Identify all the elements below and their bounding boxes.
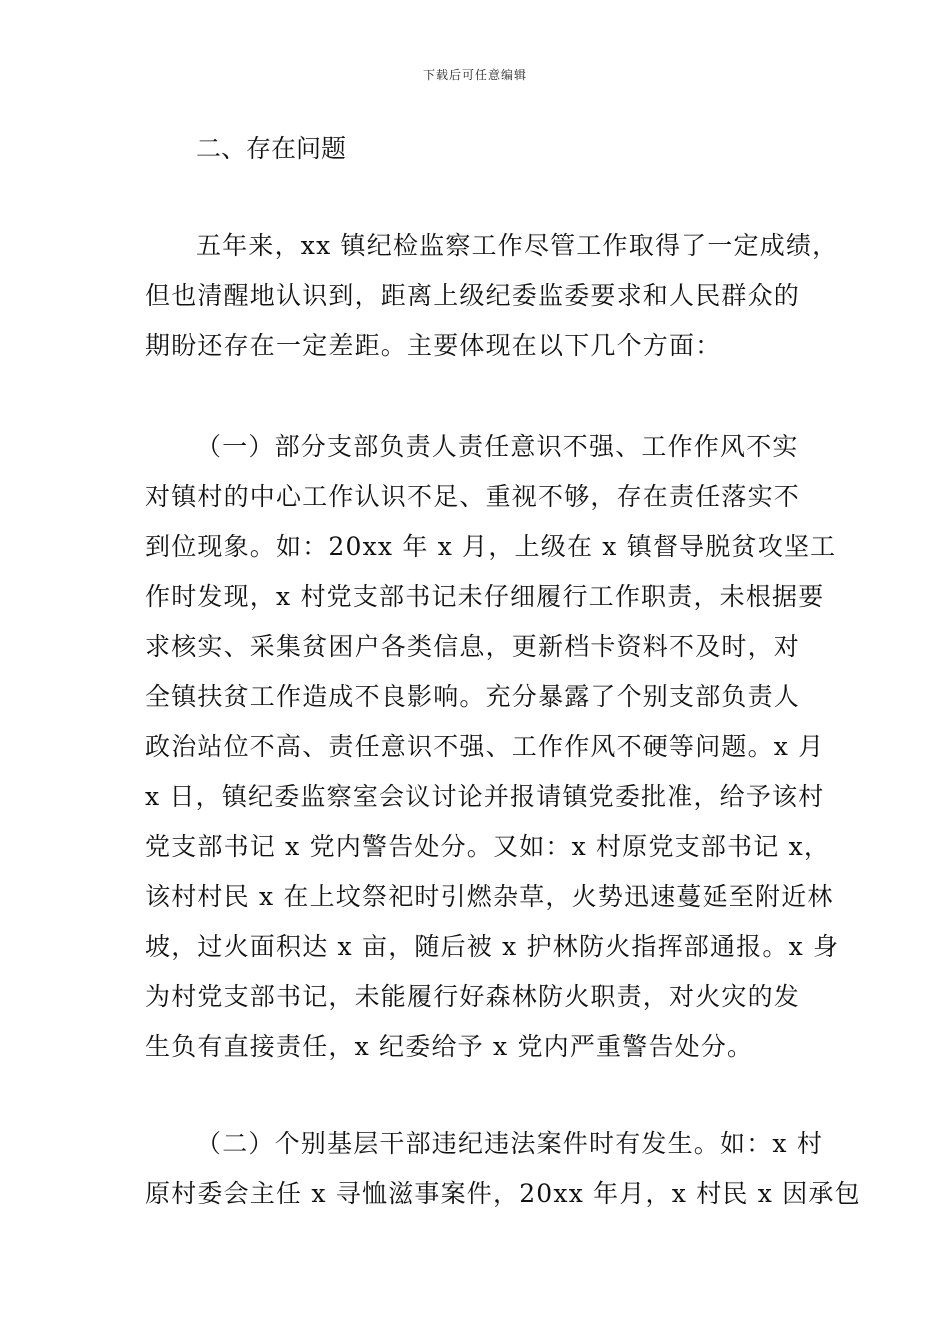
paragraph-line: 坡，过火面积达 x 亩，随后被 x 护林防火指挥部通报。x 身 — [145, 932, 840, 961]
paragraph-line: 为村党支部书记，未能履行好森林防火职责，对火灾的发 — [145, 982, 801, 1011]
paragraph-line: 对镇村的中心工作认识不足、重视不够，存在责任落实不 — [145, 482, 801, 511]
paragraph-line: 到位现象。如：20xx 年 x 月，上级在 x 镇督导脱贫攻坚工 — [145, 532, 837, 561]
paragraph-line: 党支部书记 x 党内警告处分。又如：x 村原党支部书记 x， — [145, 832, 831, 861]
paragraph-line: 五年来，xx 镇纪检监察工作尽管工作取得了一定成绩， — [196, 231, 839, 260]
paragraph-line: 全镇扶贫工作造成不良影响。充分暴露了个别支部负责人 — [145, 682, 801, 711]
paragraph-line: 但也清醒地认识到，距离上级纪委监委要求和人民群众的 — [145, 281, 801, 310]
paragraph-issue-two — [145, 1119, 861, 1219]
download-edit-note: 下载后可任意编辑 — [422, 68, 527, 82]
paragraph-line: 求核实、采集贫困户各类信息，更新档卡资料不及时，对 — [145, 632, 801, 661]
paragraph-issue-one — [145, 422, 840, 1072]
paragraph-line: 生负有直接责任，x 纪委给予 x 党内严重警告处分。 — [145, 1032, 754, 1061]
paragraph-line: x 日，镇纪委监察室会议讨论并报请镇党委批准，给予该村 — [145, 782, 825, 811]
paragraph-line: 政治站位不高、责任意识不强、工作作风不硬等问题。x 月 — [145, 732, 825, 761]
paragraph-line: 作时发现，x 村党支部书记未仔细履行工作职责，未根据要 — [145, 582, 825, 611]
section-heading: 二、存在问题 — [196, 134, 347, 163]
paragraph-line: （一）部分支部负责人责任意识不强、工作作风不实 — [196, 432, 799, 461]
paragraph-line: 该村村民 x 在上坟祭祀时引燃杂草，火势迅速蔓延至附近林 — [145, 882, 834, 911]
paragraph-line: 原村委会主任 x 寻恤滋事案件，20xx 年月，x 村民 x 因承包 — [145, 1179, 861, 1208]
paragraph-line: 期盼还存在一定差距。主要体现在以下几个方面： — [145, 331, 722, 360]
paragraph-intro — [145, 221, 839, 371]
paragraph-line: （二）个别基层干部违纪违法案件时有发生。如：x 村 — [196, 1129, 824, 1158]
